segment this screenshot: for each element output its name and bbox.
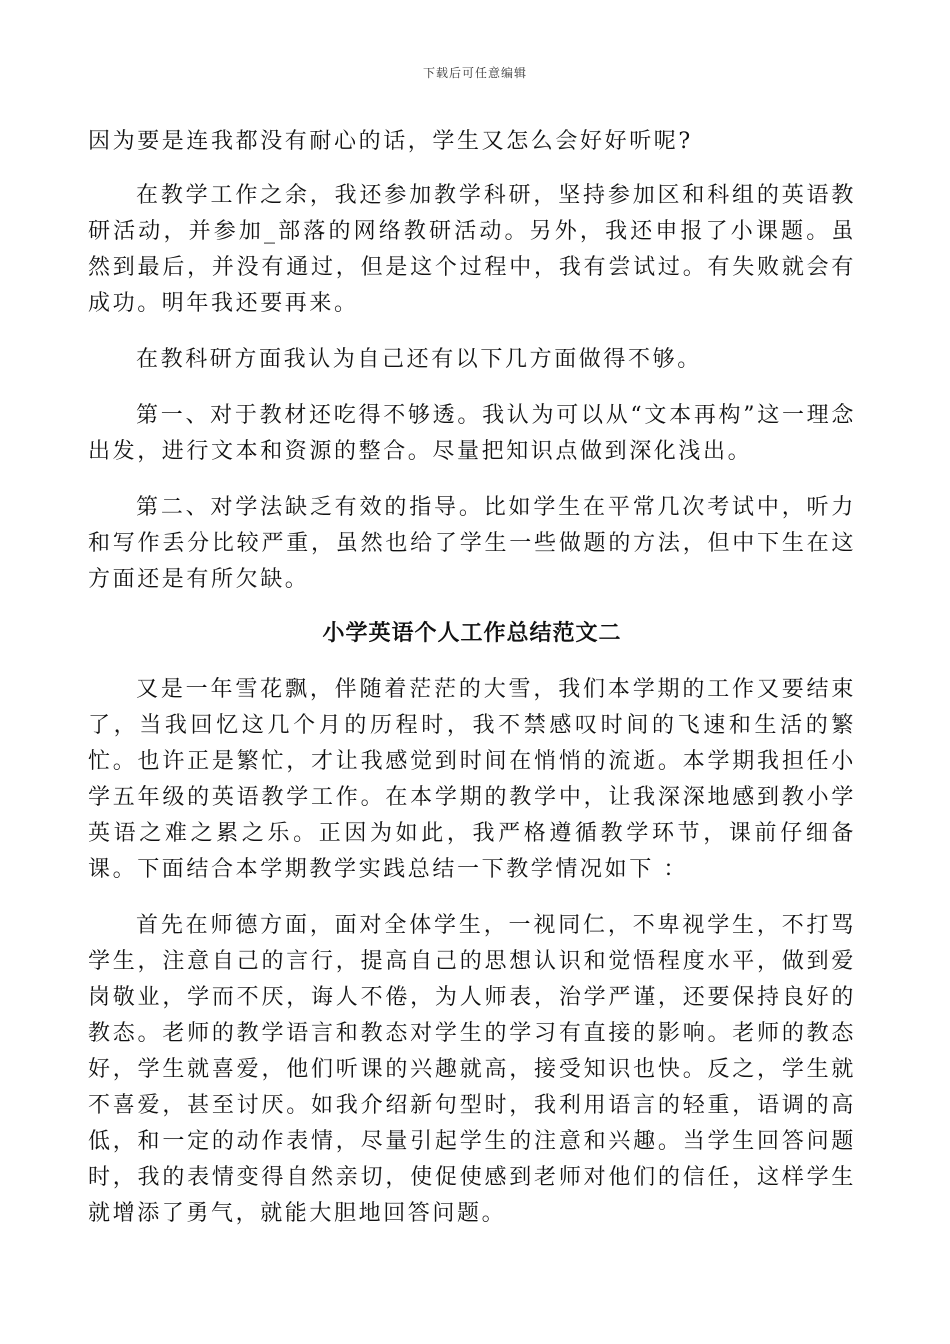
section-title: 小学英语个人工作总结范文二 <box>322 621 622 646</box>
paragraph-shortcomings-intro: 在教科研方面我认为自己还有以下几方面做得不够。 <box>136 347 702 372</box>
paragraph-point-one: 第一、对于教材还吃得不够透。我认为可以从“文本再构”这一理念出发，进行文本和资源的整合。尽量把知识点做到深化浅出。 <box>88 403 856 464</box>
paragraph-intro: 又是一年雪花飘，伴随着茫茫的大雪，我们本学期的工作又要结束了，当我回忆这几个月的历程时，我不禁感叹时间的飞速和生活的繁忙。也许正是繁忙，才让我感觉到时间在悄悄的流逝。本学期我担任小学五年级的英语教学工作。在本学期的教学中，让我深深地感到教小学英语之难之累之乐。正因为如此，我严格遵循教学环节，课前仔细备课。下面结合本学期教学实践总结一下教学情况如下 ： <box>88 677 856 882</box>
paragraph-research: 在教学工作之余，我还参加教学科研，坚持参加区和科组的英语教研活动，并参加_部落的网络教研活动。另外，我还申报了小课题。虽然到最后，并没有通过，但是这个过程中，我有尝试过。有失败就会有成功。明年我还要再来。 <box>88 183 856 316</box>
document-body <box>88 124 856 1232</box>
paragraph-point-two: 第二、对学法缺乏有效的指导。比如学生在平常几次考试中，听力和写作丢分比较严重，虽然也给了学生一些做题的方法，但中下生在这方面还是有所欠缺。 <box>88 495 856 592</box>
page-header: 下载后可任意编辑 <box>422 66 527 80</box>
paragraph-continuation: 因为要是连我都没有耐心的话，学生又怎么会好好听呢? <box>88 129 693 154</box>
paragraph-ethics: 首先在师德方面，面对全体学生，一视同仁，不卑视学生，不打骂学生，注意自己的言行，提高自己的思想认识和觉悟程度水平，做到爱岗敬业，学而不厌，诲人不倦，为人师表，治学严谨，还要保持良好的教态。老师的教学语言和教态对学生的学习有直接的影响。老师的教态好，学生就喜爱，他们听课的兴趣就高，接受知识也快。反之，学生就不喜爱，甚至讨厌。如我介绍新句型时，我利用语言的轻重，语调的高低，和一定的动作表情，尽量引起学生的注意和兴趣。当学生回答问题时，我的表情变得自然亲切，使促使感到老师对他们的信任，这样学生就增添了勇气，就能大胆地回答问题。 <box>88 913 856 1226</box>
